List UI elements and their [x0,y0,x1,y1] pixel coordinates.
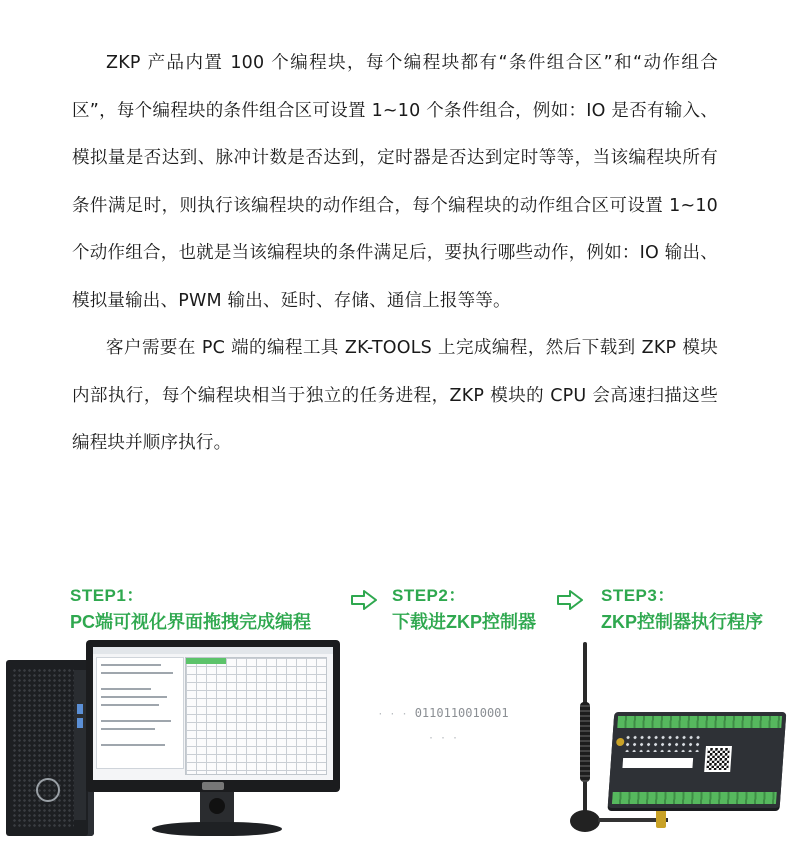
arrow-right-icon [556,590,584,610]
antenna-connector [656,808,666,828]
step-3-number: STEP3： [601,586,675,605]
qr-code-icon [704,746,732,772]
paragraph-1: ZKP 产品内置 100 个编程块，每个编程块都有“条件组合区”和“动作组合区”，每个编程块的条件组合区可设置 1~10 个条件组合，例如：IO 是否有输入、模拟量是否达到、脉冲计数是否达到，定时器是否达到定时等等，当该编程块所有条件满足时，则执行该编程块的动作组合，每个编程块的动作组合区可设置 1~10 个动作组合，也就是当该编程块的条件满足后，要执行哪些动作，例如：IO 输出、模拟量输出、PWM 输出、延时、存储、通信上报等等。 [72,53,718,311]
antenna-base [570,810,600,832]
step-1-number: STEP1： [70,586,144,605]
paragraph-2: 客户需要在 PC 端的编程工具 ZK-TOOLS 上完成编程，然后下载到 ZKP 模块内部执行，每个编程块相当于独立的任务进程，ZKP 模块的 CPU 会高速扫描这些编程块并顺序执行。 [72,338,718,453]
binary-text: 0110110010001 [414,706,509,720]
step-1-description: PC端可视化界面拖拽完成编程 [70,612,312,632]
monitor-image [86,640,340,792]
step-3-description: ZKP控制器执行程序 [601,612,763,632]
zkp-controller-image [608,712,787,808]
terminal-block-top [617,716,782,728]
step-3 [601,585,763,635]
step-1 [70,585,311,635]
arrow-right-icon [350,590,378,610]
step-2-number: STEP2： [392,586,466,605]
status-leds [624,734,701,752]
device-label [622,758,693,768]
binary-data-stream [376,702,510,724]
terminal-block-bottom [612,792,777,804]
step-2 [392,585,536,635]
monitor-base [152,822,282,836]
antenna-icon [583,642,587,817]
brand-logo-icon [36,778,60,802]
monitor-stand [200,792,234,826]
document-body [72,40,718,468]
pc-tower-image [6,660,94,836]
dell-logo-icon [202,782,224,790]
step-2-description: 下载进ZKP控制器 [392,612,536,632]
zk-tools-screen [93,647,333,780]
